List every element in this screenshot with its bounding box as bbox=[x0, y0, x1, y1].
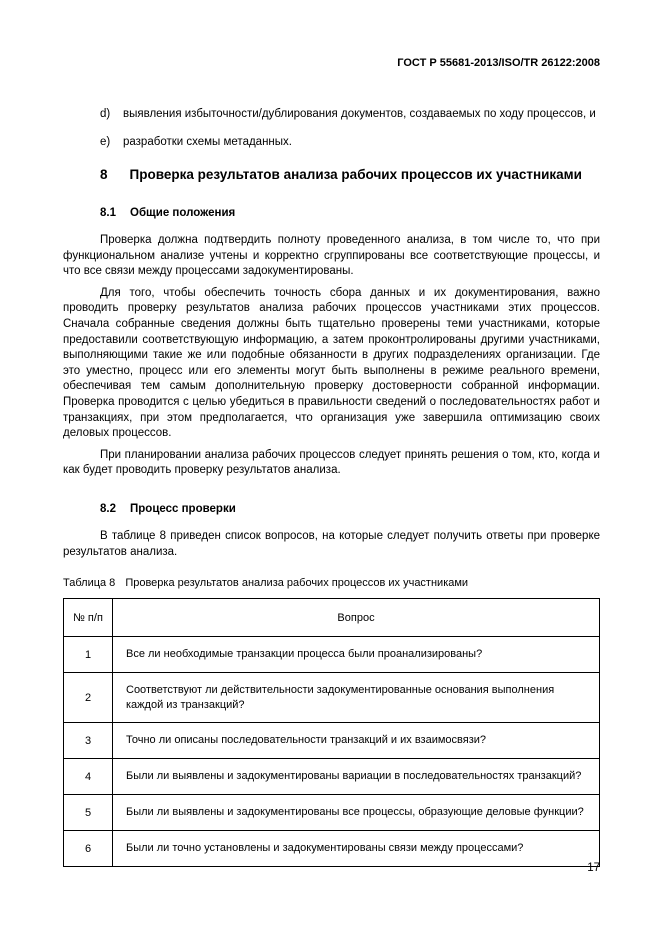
table-caption-text: Проверка результатов анализа рабочих процессов их участниками bbox=[125, 577, 469, 590]
table-row bbox=[64, 723, 600, 759]
row-question: Все ли необходимые транзакции процесса были проанализированы? bbox=[113, 637, 600, 673]
row-question: Соответствуют ли действительности задокументированные основания выполнения каждой из транзакций? bbox=[113, 673, 600, 723]
row-question: Были ли точно установлены и задокументированы связи между процессами? bbox=[113, 831, 600, 867]
row-question: Были ли выявлены и задокументированы все процессы, образующие деловые функции? bbox=[113, 795, 600, 831]
row-question: Точно ли описаны последовательности транзакций и их взаимосвязи? bbox=[113, 723, 600, 759]
section-title: Проверка результатов анализа рабочих процессов их участниками bbox=[129, 167, 582, 182]
paragraph: В таблице 8 приведен список вопросов, на которые следует получить ответы при проверке результатов анализа. bbox=[63, 529, 600, 558]
list-item-text: разработки схемы метаданных. bbox=[123, 136, 292, 148]
list-item-d bbox=[100, 107, 600, 121]
subsection-8-1-heading bbox=[100, 206, 600, 220]
paragraph: Для того, чтобы обеспечить точность сбора данных и их документирования, важно проводить проверку результатов анализа рабочих процессов участниками этих процессов. Сначала собранные сведения должны быть тщательно проверены теми участниками, которые предоставили соответствующую информацию, а затем проконтролированы другими участниками, выполняющими такие же или подобные обязанности в других подразделениях организации. Где это уместно, процесс или его элементы могут быть выполнены в режиме реального времени, обеспечивая тем самым дополнительную проверку достоверности собранной информации. Проверка проводится с целью убедиться в правильности сведений о последовательностях работ и транзакциях, при этом предполагается, что организация уже завершила оптимизацию своих деловых процессов. bbox=[63, 286, 600, 440]
page-number: 17 bbox=[587, 862, 600, 874]
row-number: 3 bbox=[64, 723, 113, 759]
paragraph: При планировании анализа рабочих процессов следует принять решения о том, кто, когда и как будет проводить проверку результатов анализа. bbox=[63, 448, 600, 477]
subsection-number: 8.1 bbox=[100, 207, 116, 219]
subsection-8-2-heading bbox=[100, 502, 600, 516]
table-header-num: № п/п bbox=[64, 599, 113, 637]
table-row bbox=[64, 831, 600, 867]
list-item-marker: d) bbox=[100, 108, 111, 120]
table-header-question: Вопрос bbox=[113, 599, 600, 637]
subsection-title: Процесс проверки bbox=[130, 502, 236, 515]
row-number: 1 bbox=[64, 637, 113, 673]
list-item-e bbox=[100, 135, 600, 149]
row-number: 4 bbox=[64, 759, 113, 795]
subsection-number: 8.2 bbox=[100, 502, 116, 515]
section-8-heading bbox=[100, 167, 600, 183]
table-row bbox=[64, 795, 600, 831]
row-question: Были ли выявлены и задокументированы вариации в последовательностях транзакций? bbox=[113, 759, 600, 795]
questions-table bbox=[63, 598, 600, 867]
standard-code-header: ГОСТ Р 55681-2013/ISO/TR 26122:2008 bbox=[397, 57, 600, 69]
paragraph: Проверка должна подтвердить полноту проведенного анализа, в том числе то, что при функциональном анализе учтены и корректно сгруппированы все соответствующие процессы, и что все связи между процессами задокументированы. bbox=[63, 234, 600, 278]
table-caption bbox=[63, 576, 600, 590]
list-item-marker: e) bbox=[100, 136, 111, 148]
ordered-list bbox=[100, 107, 600, 149]
row-number: 5 bbox=[64, 795, 113, 831]
table-row bbox=[64, 759, 600, 795]
table-row bbox=[64, 673, 600, 723]
section-number: 8 bbox=[100, 167, 108, 182]
list-item-text: выявления избыточности/дублирования документов, создаваемых по ходу процессов, и bbox=[123, 108, 596, 120]
table-row bbox=[64, 637, 600, 673]
table-header-row bbox=[64, 599, 600, 637]
row-number: 6 bbox=[64, 831, 113, 867]
row-number: 2 bbox=[64, 673, 113, 723]
subsection-title: Общие положения bbox=[130, 207, 236, 219]
table-caption-label: Таблица 8 bbox=[63, 577, 116, 590]
